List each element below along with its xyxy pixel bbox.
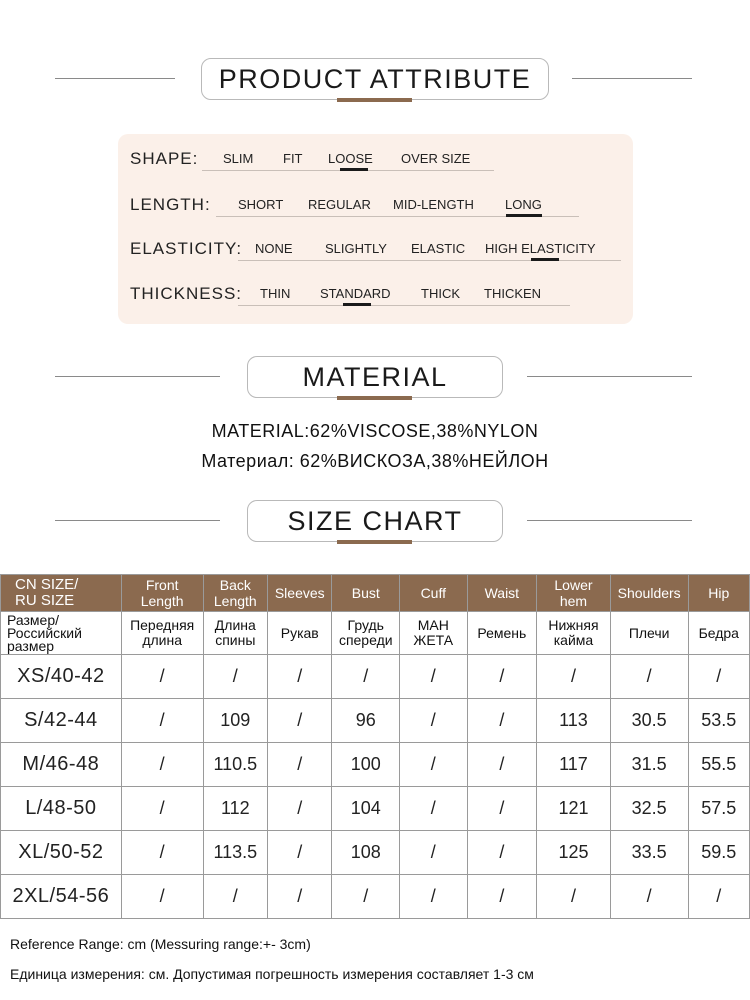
- attribute-panel: [118, 134, 633, 324]
- column-header-ru: Грудь спереди: [332, 612, 400, 655]
- reference-note-ru: Единица измерения: см. Допустимая погрешность измерения составляет 1-3 см: [10, 966, 534, 982]
- material-composition-ru: Материал: 62%ВИСКОЗА,38%НЕЙЛОН: [201, 451, 549, 471]
- divider-left: [55, 520, 220, 521]
- size-label-cell: L/48-50: [1, 787, 122, 831]
- selected-marker: [531, 258, 559, 261]
- attribute-option: REGULAR: [308, 197, 371, 212]
- attribute-option: MID-LENGTH: [393, 197, 474, 212]
- table-row: [1, 831, 750, 875]
- measurement-cell: /: [121, 787, 203, 831]
- column-header-ru: Размер/ Российский размер: [1, 612, 122, 655]
- column-header-en: CN SIZE/ RU SIZE: [1, 575, 122, 612]
- table-row: [1, 787, 750, 831]
- attribute-label: LENGTH:: [130, 195, 211, 214]
- measurement-cell: /: [610, 655, 688, 699]
- attribute-row-shape: [118, 146, 633, 172]
- measurement-cell: 117: [537, 743, 611, 787]
- table-row: [1, 743, 750, 787]
- column-header-en: Sleeves: [268, 575, 332, 612]
- attribute-row-elasticity: [118, 236, 633, 262]
- measurement-cell: /: [467, 655, 537, 699]
- column-header-ru: Ремень: [467, 612, 537, 655]
- column-header-ru: Бедра: [688, 612, 749, 655]
- measurement-cell: /: [467, 831, 537, 875]
- size-chart-table: [0, 574, 750, 919]
- size-label-cell: XL/50-52: [1, 831, 122, 875]
- attribute-option: SLIGHTLY: [325, 241, 387, 256]
- measurement-cell: 112: [203, 787, 267, 831]
- measurement-cell: 30.5: [610, 699, 688, 743]
- measurement-cell: /: [121, 655, 203, 699]
- measurement-cell: 110.5: [203, 743, 267, 787]
- measurement-cell: /: [400, 699, 468, 743]
- measurement-cell: /: [268, 875, 332, 919]
- column-header-en: Hip: [688, 575, 749, 612]
- attribute-option: SHORT: [238, 197, 284, 212]
- table-row: [1, 699, 750, 743]
- attribute-label: ELASTICITY:: [130, 239, 243, 258]
- attribute-label: THICKNESS:: [130, 284, 243, 303]
- measurement-cell: /: [268, 655, 332, 699]
- measurement-cell: 121: [537, 787, 611, 831]
- measurement-cell: 96: [332, 699, 400, 743]
- measurement-cell: 113.5: [203, 831, 267, 875]
- measurement-cell: 108: [332, 831, 400, 875]
- section-title-attribute: [201, 58, 549, 100]
- section-title-underline: [337, 98, 412, 102]
- measurement-cell: /: [121, 831, 203, 875]
- measurement-cell: 109: [203, 699, 267, 743]
- material-composition-en: MATERIAL:62%VISCOSE,38%NYLON: [211, 421, 539, 441]
- measurement-cell: /: [467, 787, 537, 831]
- size-label-cell: S/42-44: [1, 699, 122, 743]
- size-label-cell: M/46-48: [1, 743, 122, 787]
- measurement-cell: /: [400, 655, 468, 699]
- measurement-cell: 125: [537, 831, 611, 875]
- attribute-rule: [238, 305, 570, 306]
- table-header-en: [1, 575, 750, 612]
- measurement-cell: /: [467, 699, 537, 743]
- measurement-cell: 55.5: [688, 743, 749, 787]
- section-title-size-chart: [247, 500, 503, 542]
- divider-left: [55, 376, 220, 377]
- measurement-cell: 32.5: [610, 787, 688, 831]
- section-title-underline: [337, 396, 412, 400]
- attribute-option-selected: LOOSE: [328, 151, 373, 166]
- column-header-ru: Плечи: [610, 612, 688, 655]
- attribute-option: THICK: [421, 286, 460, 301]
- section-title-material-text: MATERIAL: [302, 361, 448, 392]
- column-header-ru: МАН ЖЕТА: [400, 612, 468, 655]
- measurement-cell: /: [121, 699, 203, 743]
- attribute-option: THIN: [260, 286, 291, 301]
- table-header-ru: [1, 612, 750, 655]
- table-row: [1, 875, 750, 919]
- measurement-cell: 53.5: [688, 699, 749, 743]
- selected-marker: [506, 214, 542, 217]
- column-header-ru: Рукав: [268, 612, 332, 655]
- measurement-cell: 31.5: [610, 743, 688, 787]
- measurement-cell: 100: [332, 743, 400, 787]
- attribute-option-selected: LONG: [505, 197, 542, 212]
- attribute-row-length: [118, 192, 633, 218]
- measurement-cell: /: [332, 875, 400, 919]
- selected-marker: [343, 303, 371, 306]
- attribute-option: ELASTIC: [411, 241, 466, 256]
- measurement-cell: /: [610, 875, 688, 919]
- attribute-option-selected: STANDARD: [320, 286, 391, 301]
- measurement-cell: /: [688, 655, 749, 699]
- size-label-cell: XS/40-42: [1, 655, 122, 699]
- measurement-cell: 33.5: [610, 831, 688, 875]
- size-label-cell: 2XL/54-56: [1, 875, 122, 919]
- section-title-underline: [337, 540, 412, 544]
- measurement-cell: /: [400, 787, 468, 831]
- column-header-ru: Нижняя кайма: [537, 612, 611, 655]
- measurement-cell: 113: [537, 699, 611, 743]
- column-header-ru: Длина спины: [203, 612, 267, 655]
- column-header-en: Front Length: [121, 575, 203, 612]
- measurement-cell: /: [268, 831, 332, 875]
- divider-left: [55, 78, 175, 79]
- section-title-attribute-text: PRODUCT ATTRIBUTE: [218, 63, 532, 94]
- column-header-en: Cuff: [400, 575, 468, 612]
- column-header-en: Back Length: [203, 575, 267, 612]
- measurement-cell: /: [268, 699, 332, 743]
- reference-note-en: Reference Range: cm (Messuring range:+- 3cm): [10, 936, 311, 952]
- column-header-en: Lower hem: [537, 575, 611, 612]
- measurement-cell: /: [688, 875, 749, 919]
- measurement-cell: /: [332, 655, 400, 699]
- measurement-cell: 104: [332, 787, 400, 831]
- table-body: [1, 655, 750, 919]
- measurement-cell: /: [268, 743, 332, 787]
- column-header-en: Waist: [467, 575, 537, 612]
- measurement-cell: /: [537, 875, 611, 919]
- attribute-option: FIT: [283, 151, 303, 166]
- measurement-cell: /: [203, 875, 267, 919]
- measurement-cell: /: [467, 743, 537, 787]
- measurement-cell: 59.5: [688, 831, 749, 875]
- measurement-cell: /: [400, 743, 468, 787]
- measurement-cell: /: [400, 875, 468, 919]
- column-header-en: Shoulders: [610, 575, 688, 612]
- table-row: [1, 655, 750, 699]
- selected-marker: [340, 168, 368, 171]
- attribute-option: NONE: [255, 241, 293, 256]
- attribute-option: OVER SIZE: [401, 151, 471, 166]
- section-title-size-chart-text: SIZE CHART: [287, 505, 463, 536]
- divider-right: [527, 376, 692, 377]
- measurement-cell: /: [203, 655, 267, 699]
- column-header-en: Bust: [332, 575, 400, 612]
- attribute-option: SLIM: [223, 151, 254, 166]
- column-header-ru: Передняя длина: [121, 612, 203, 655]
- measurement-cell: /: [400, 831, 468, 875]
- attribute-rule: [238, 260, 621, 261]
- attribute-label: SHAPE:: [130, 149, 199, 168]
- divider-right: [527, 520, 692, 521]
- attribute-row-thickness: [118, 281, 633, 307]
- attribute-option: THICKEN: [484, 286, 542, 301]
- measurement-cell: /: [467, 875, 537, 919]
- measurement-cell: /: [121, 875, 203, 919]
- divider-right: [572, 78, 692, 79]
- attribute-option-selected: HIGH ELASTICITY: [485, 241, 596, 256]
- measurement-cell: /: [537, 655, 611, 699]
- measurement-cell: 57.5: [688, 787, 749, 831]
- measurement-cell: /: [121, 743, 203, 787]
- measurement-cell: /: [268, 787, 332, 831]
- section-title-material: [247, 356, 503, 398]
